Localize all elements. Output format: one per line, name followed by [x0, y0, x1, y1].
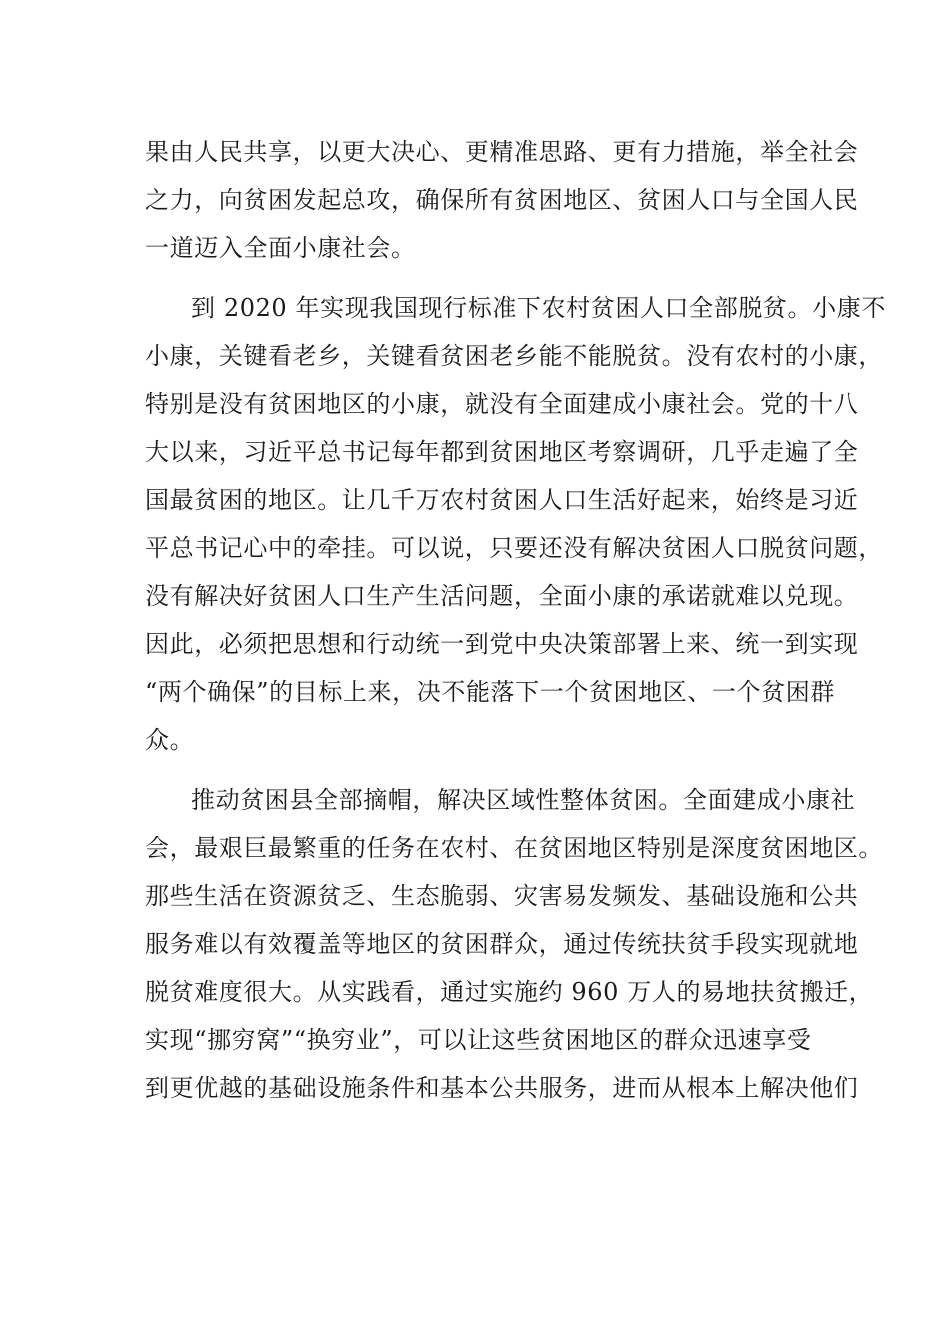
paragraph-line: 特别是没有贫困地区的小康，就没有全面建成小康社会。党的十八	[145, 390, 859, 418]
paragraph-line: 国最贫困的地区。让几千万农村贫困人口生活好起来，始终是习近	[145, 486, 859, 514]
body-text	[145, 128, 886, 1112]
paragraph-line: 到 2020 年实现我国现行标准下农村贫困人口全部脱贫。小康不	[191, 294, 886, 322]
paragraph-line: “两个确保”的目标上来，决不能落下一个贫困地区、一个贫困群	[145, 678, 835, 706]
paragraph-line: 会，最艰巨最繁重的任务在农村、在贫困地区特别是深度贫困地区。	[145, 834, 883, 862]
paragraph-spacer	[145, 764, 805, 776]
paragraph-line: 平总书记心中的牵挂。可以说，只要还没有解决贫困人口脱贫问题，	[145, 534, 883, 562]
paragraph-line: 实现“挪穷窝”“换穷业”，可以让这些贫困地区的群众迅速享受	[145, 1026, 812, 1054]
paragraph-line: 推动贫困县全部摘帽，解决区域性整体贫困。全面建成小康社	[191, 786, 856, 814]
paragraph-line: 众。	[145, 726, 195, 754]
paragraph-line: 到更优越的基础设施条件和基本公共服务，进而从根本上解决他们	[145, 1074, 859, 1102]
paragraph-spacer	[145, 272, 805, 284]
paragraph-line: 小康，关键看老乡，关键看贫困老乡能不能脱贫。没有农村的小康，	[145, 342, 883, 370]
paragraph-line: 没有解决好贫困人口生产生活问题，全面小康的承诺就难以兑现。	[145, 582, 859, 610]
paragraph-line: 之力，向贫困发起总攻，确保所有贫困地区、贫困人口与全国人民	[145, 186, 859, 214]
paragraph-line: 服务难以有效覆盖等地区的贫困群众，通过传统扶贫手段实现就地	[145, 930, 859, 958]
paragraph-line: 果由人民共享，以更大决心、更精准思路、更有力措施，举全社会	[145, 138, 859, 166]
paragraph-3	[145, 776, 883, 1112]
paragraph-line: 一道迈入全面小康社会。	[145, 234, 416, 262]
paragraph-line: 那些生活在资源贫乏、生态脆弱、灾害易发频发、基础设施和公共	[145, 882, 859, 910]
paragraph-2	[145, 284, 886, 764]
paragraph-line: 脱贫难度很大。从实践看，通过实施约 960 万人的易地扶贫搬迁，	[145, 978, 874, 1006]
paragraph-1	[145, 128, 859, 272]
paragraph-line: 因此，必须把思想和行动统一到党中央决策部署上来、统一到实现	[145, 630, 859, 658]
paragraph-line: 大以来，习近平总书记每年都到贫困地区考察调研，几乎走遍了全	[145, 438, 859, 466]
